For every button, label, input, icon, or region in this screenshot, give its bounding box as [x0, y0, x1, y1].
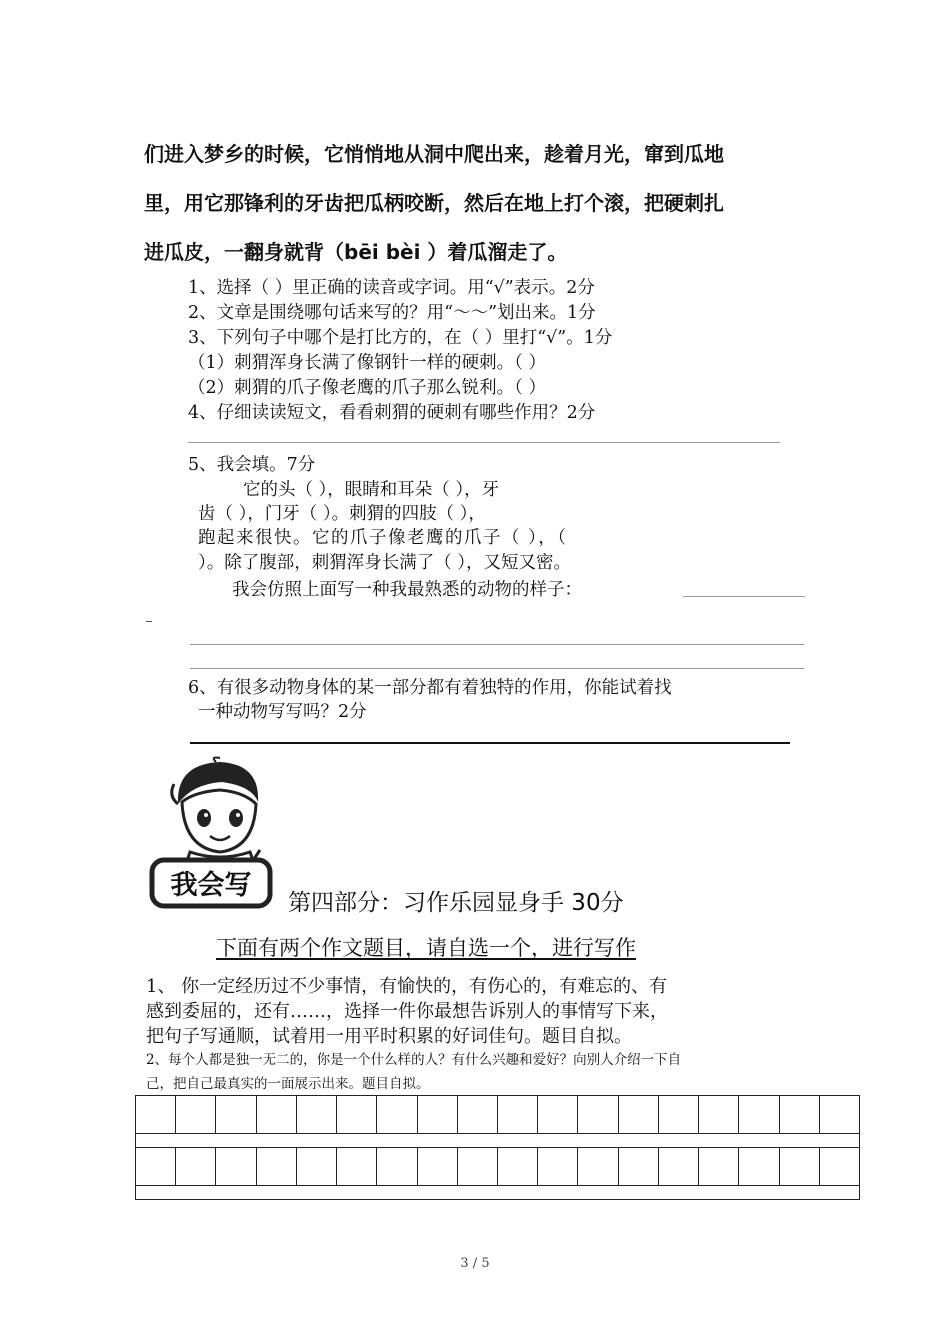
- grid-cell[interactable]: [578, 1096, 618, 1134]
- grid-cell[interactable]: [739, 1096, 779, 1134]
- answer-line-q6[interactable]: [190, 742, 790, 744]
- grid-cell[interactable]: [216, 1096, 256, 1134]
- question-5-line-2: 齿（ ），门牙（ ）。刺猬的四肢（ ），: [198, 504, 486, 524]
- grid-cell[interactable]: [497, 1096, 537, 1134]
- grid-cell[interactable]: [457, 1096, 497, 1134]
- grid-cell[interactable]: [699, 1148, 739, 1186]
- question-5-imitate-prompt: 我会仿照上面写一种我最熟悉的动物的样子：: [232, 580, 582, 600]
- grid-cell[interactable]: [136, 1096, 176, 1134]
- topic-2-line-2: 己，把自己最真实的一面展示出来。题目自拟。: [146, 1076, 430, 1092]
- grid-row-2: [136, 1148, 860, 1186]
- grid-cell[interactable]: [377, 1148, 417, 1186]
- grid-cell[interactable]: [779, 1148, 819, 1186]
- badge-text: 我会写: [170, 870, 252, 901]
- grid-cell[interactable]: [176, 1148, 216, 1186]
- grid-cell[interactable]: [417, 1096, 457, 1134]
- question-3-option-2: （2）刺猬的爪子像老鹰的爪子那么锐利。（ ）: [188, 378, 546, 398]
- topic-1-line-1: 1、 你一定经历过不少事情，有愉快的，有伤心的，有难忘的、有: [146, 976, 668, 997]
- grid-cell[interactable]: [216, 1148, 256, 1186]
- grid-gap: [136, 1186, 860, 1200]
- grid-cell[interactable]: [538, 1148, 578, 1186]
- section-4-title: 第四部分：习作乐园显身手 30分: [288, 890, 624, 916]
- question-3: 3、下列句子中哪个是打比方的，在（ ）里打“√”。1分: [188, 328, 613, 348]
- grid-cell[interactable]: [136, 1148, 176, 1186]
- question-1: 1、选择（ ）里正确的读音或字词。用“√”表示。2分: [188, 278, 595, 298]
- answer-line-q4[interactable]: [188, 442, 780, 443]
- grid-cell[interactable]: [819, 1096, 859, 1134]
- passage-line-3: 进瓜皮，一翻身就背（bēi bèi ）着瓜溜走了。: [144, 240, 568, 264]
- writing-girl-illustration: [148, 756, 286, 914]
- passage-line-2: 里，用它那锋利的牙齿把瓜柄咬断，然后在地上打个滚，把硬刺扎: [144, 191, 724, 215]
- grid-cell[interactable]: [699, 1096, 739, 1134]
- question-2: 2、文章是围绕哪句话来写的？用“～～”划出来。1分: [188, 303, 596, 323]
- grid-cell[interactable]: [296, 1148, 336, 1186]
- writing-grid[interactable]: [135, 1095, 860, 1200]
- grid-cell[interactable]: [256, 1148, 296, 1186]
- answer-line-imitate-1[interactable]: [683, 596, 805, 597]
- question-5-line-1: 它的头（ ），眼睛和耳朵（ ），牙: [243, 480, 500, 500]
- passage-line-1: 们进入梦乡的时候，它悄悄地从洞中爬出来，趁着月光，窜到瓜地: [144, 142, 724, 166]
- grid-cell[interactable]: [497, 1148, 537, 1186]
- grid-cell[interactable]: [618, 1148, 658, 1186]
- question-6-line-2: 一种动物写写吗？2分: [198, 702, 367, 722]
- section-4-subtitle: 下面有两个作文题目，请自选一个，进行写作: [216, 936, 636, 960]
- grid-row-1: [136, 1096, 860, 1134]
- grid-cell[interactable]: [578, 1148, 618, 1186]
- question-6-line-1: 6、有很多动物身体的某一部分都有着独特的作用，你能试着找: [188, 678, 672, 698]
- grid-cell[interactable]: [457, 1148, 497, 1186]
- topic-1-line-3: 把句子写通顺，试着用一用平时积累的好词佳句。题目自拟。: [146, 1026, 632, 1047]
- grid-cell[interactable]: [779, 1096, 819, 1134]
- grid-cell[interactable]: [176, 1096, 216, 1134]
- question-5-line-3: 跑起来很快。它的爪子像老鹰的爪子（ ），（: [198, 528, 568, 548]
- question-5: 5、我会填。7分: [188, 455, 316, 475]
- grid-cell[interactable]: [337, 1148, 377, 1186]
- question-3-option-1: （1）刺猬浑身长满了像钢针一样的硬刺。（ ）: [188, 353, 546, 373]
- grid-cell[interactable]: [658, 1148, 698, 1186]
- answer-line-stub: [146, 621, 152, 622]
- answer-line-imitate-2[interactable]: [190, 644, 804, 645]
- topic-1-line-2: 感到委屈的，还有……，选择一件你最想告诉别人的事情写下来，: [146, 1001, 668, 1022]
- page-number: 3 / 5: [460, 1256, 490, 1271]
- grid-cell[interactable]: [739, 1148, 779, 1186]
- topic-2-line-1: 2、每个人都是独一无二的，你是一个什么样的人？有什么兴趣和爱好？向别人介绍一下自: [146, 1052, 682, 1068]
- grid-gap: [136, 1134, 860, 1148]
- grid-cell[interactable]: [658, 1096, 698, 1134]
- question-4: 4、仔细读读短文，看看刺猬的硬刺有哪些作用？2分: [188, 403, 596, 423]
- answer-line-imitate-3[interactable]: [190, 668, 804, 669]
- grid-cell[interactable]: [618, 1096, 658, 1134]
- grid-cell[interactable]: [417, 1148, 457, 1186]
- grid-cell[interactable]: [377, 1096, 417, 1134]
- grid-gap-row: [136, 1134, 860, 1148]
- grid-cell[interactable]: [337, 1096, 377, 1134]
- grid-cell[interactable]: [538, 1096, 578, 1134]
- grid-cell[interactable]: [819, 1148, 859, 1186]
- question-5-line-4: ）。除了腹部，刺猬浑身长满了（ ），又短又密。: [198, 553, 572, 573]
- grid-gap-row: [136, 1186, 860, 1200]
- grid-cell[interactable]: [296, 1096, 336, 1134]
- grid-cell[interactable]: [256, 1096, 296, 1134]
